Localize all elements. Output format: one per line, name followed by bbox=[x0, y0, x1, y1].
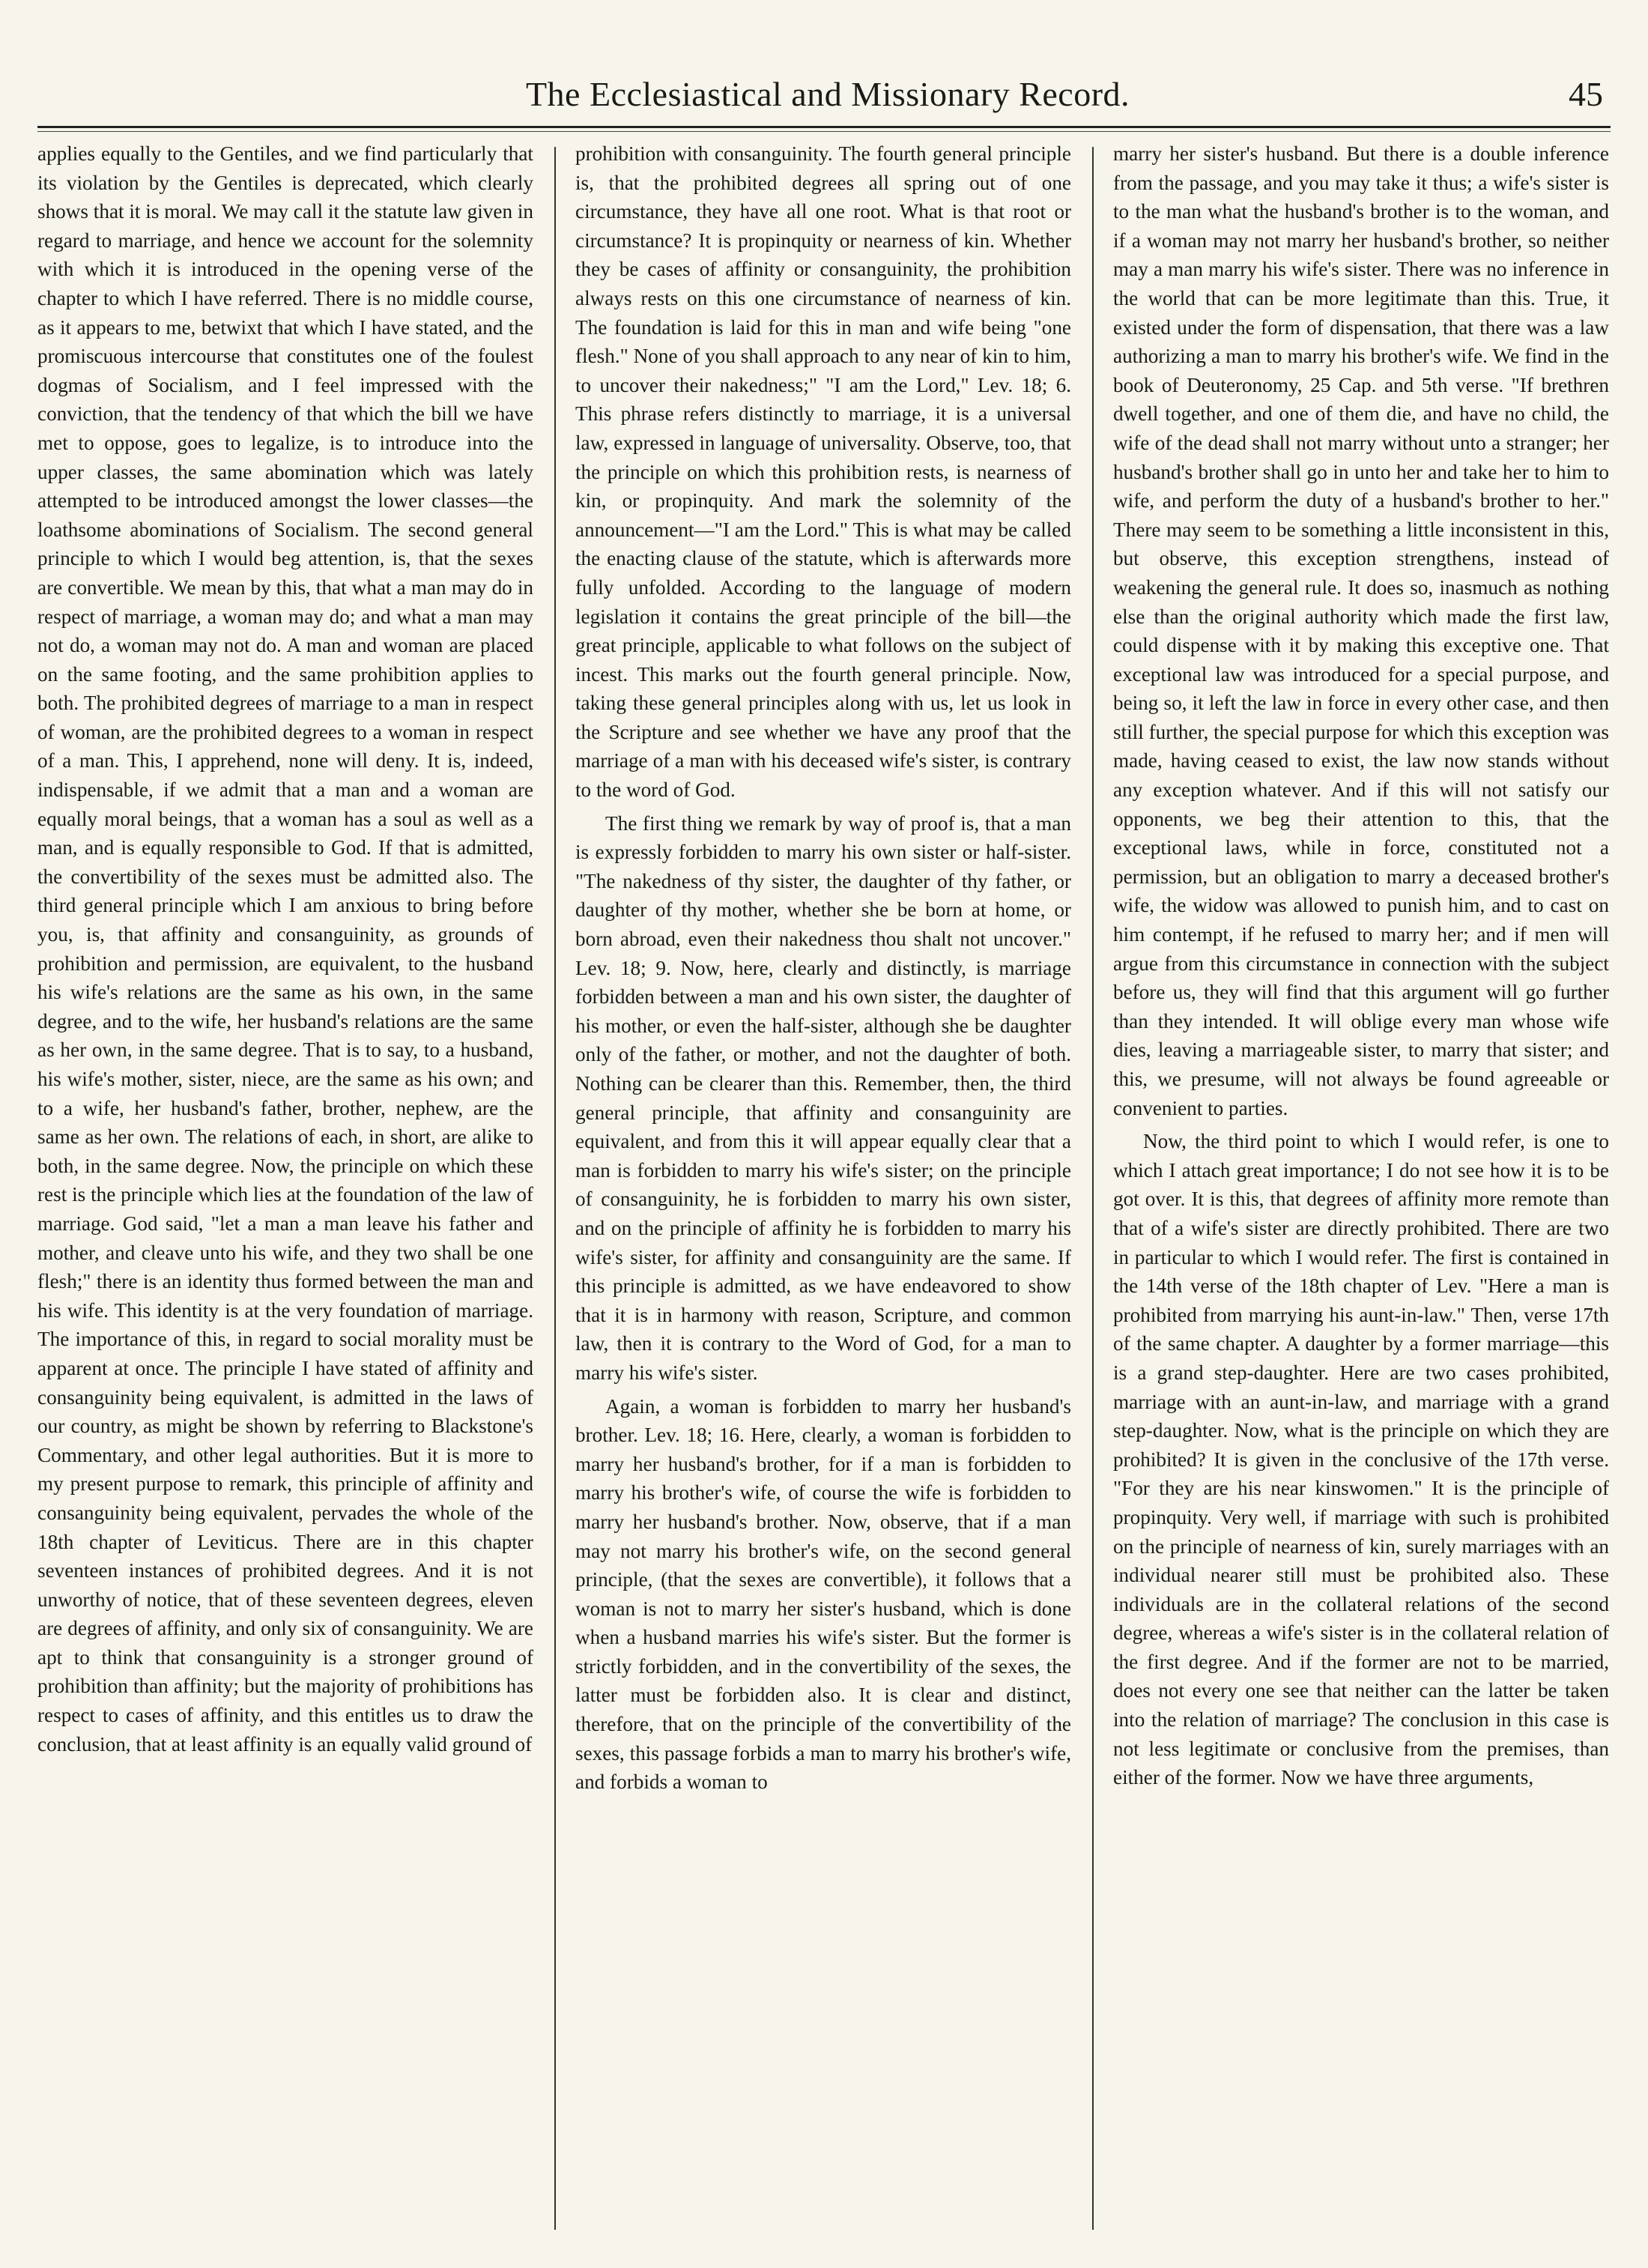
page-header bbox=[45, 72, 1611, 124]
column-1 bbox=[37, 139, 533, 2237]
column-1-paragraph-1: applies equally to the Gentiles, and we find particularly that its violation by the Gentiles is deprecated, which clearly shows that it is moral. We may call it the statute law given in regard to marriage, and hence we account for the solemnity with which it is introduced in the opening verse of the chapter to which I have referred. There is no middle course, as it appears to me, betwixt that which I have stated, and the promiscuous intercourse that constitutes one of the foulest dogmas of Socialism, and I feel impressed with the conviction, that the tendency of that which the bill we have met to oppose, goes to legalize, is to introduce into the upper classes, the same abomination which was lately attempted to be introduced amongst the lower classes—the loathsome abominations of Socialism. The second general principle to which I would beg attention, is, that the sexes are convertible. We mean by this, that what a man may do in respect of marriage, a woman may do; and what a man may not do, a woman may not do. A man and woman are placed on the same footing, and the same prohibition applies to both. The prohibited degrees of marriage to a man in respect of woman, are the prohibited degrees to a woman in respect of a man. This, I apprehend, none will deny. It is, indeed, indispensable, if we admit that a man and a woman are equally moral beings, that a woman has a soul as well as a man, and is equally responsible to God. If that is admitted, the convertibility of the sexes must be admitted also. The third general principle which I am anxious to bring before you, is, that affinity and consanguinity, as grounds of prohibition and permission, are equivalent, to the husband his wife's relations are the same as his own, in the same degree, and to the wife, her husband's relations are the same as her own, in the same degree. That is to say, to a husband, his wife's mother, sister, niece, are the same as his own; and to a wife, her husband's father, brother, nephew, are the same as her own. The relations of each, in short, are alike to both, in the same degree. Now, the principle on which these rest is the principle which lies at the foundation of the law of marriage. God said, "let a man a man leave his father and mother, and cleave unto his wife, and they two shall be one flesh;" there is an identity thus formed between the man and his wife. This identity is at the very foundation of marriage. The importance of this, in regard to social morality must be apparent at once. The principle I have stated of affinity and consanguinity being equivalent, is admitted in the laws of our country, as might be shown by referring to Blackstone's Commentary, and other legal authorities. But it is more to my present purpose to remark, this principle of affinity and consanguinity being equivalent, pervades the whole of the 18th chapter of Leviticus. There are in this chapter seventeen instances of prohibited degrees. And it is not unworthy of notice, that of these seventeen degrees, eleven are degrees of affinity, and only six of consanguinity. We are apt to think that consanguinity is a stronger ground of prohibition than affinity; but the majority of prohibitions has respect to cases of affinity, and this entitles us to draw the conclusion, that at least affinity is an equally valid ground of bbox=[37, 142, 533, 1756]
column-3-paragraph-1: marry her sister's husband. But there is a double inference from the passage, and you may take it thus; a wife's sister is to the man what the husband's brother is to the woman, and if a woman may not marry her husband's brother, so neither may a man marry his wife's sister. There was no inference in the world that can be more legitimate than this. True, it existed under the form of dispensation, that there was a law authorizing a man to marry his brother's wife. We find in the book of Deuteronomy, 25 Cap. and 5th verse. "If brethren dwell together, and one of them die, and have no child, the wife of the dead shall not marry without unto a stranger; her husband's brother shall go in unto her and take her to him to wife, and perform the duty of a husband's brother to her." There may seem to be something a little inconsistent in this, but observe, this exception strengthens, instead of weakening the general rule. It does so, inasmuch as nothing else than the original authority which made the first law, could dispense with it by making this exceptive one. That exceptional law was introduced for a special purpose, and being so, it left the law in force in every other case, and then still further, the special purpose for which this exception was made, having ceased to exist, the law now stands without any exception whatever. And if this will not satisfy our opponents, we beg their attention to this, that the exceptional laws, while in force, constituted not a permission, but an obligation to marry a deceased brother's wife, the widow was allowed to punish him, and to cast on him contempt, if he refused to marry her; and if men will argue from this circumstance in connection with the subject before us, they will find that this argument will go further than they intended. It will oblige every man whose wife dies, leaving a marriageable sister, to marry that sister; and this, we presume, will not always be found agreeable or convenient to parties. bbox=[1113, 142, 1609, 1119]
running-title: The Ecclesiastical and Missionary Record. bbox=[525, 75, 1130, 113]
column-3-paragraph-2: Now, the third point to which I would refer, is one to which I attach great importance; I do not see how it is to be got over. It is this, that degrees of affinity more remote than that of a wife's sister are directly prohibited. There are two in particular to which I would refer. The first is contained in the 14th verse of the 18th chapter of Lev. "Here a man is prohibited from marrying his aunt-in-law." Then, verse 17th of the same chapter. A daughter by a former marriage—this is a grand step-daughter. Here are two cases prohibited, marriage with an aunt-in-law, and marriage with a grand step-daughter. Now, what is the principle on which they are prohibited? It is given in the conclusive of the 17th verse. "For they are his near kinswomen." It is the principle of propinquity. Very well, if marriage with such is prohibited on the principle of nearness of kin, surely marriages with an individual nearer still must be prohibited also. These individuals are in the collateral relations of the second degree, whereas a wife's sister is in the collateral relation of the first degree. And if the former are not to be married, does not every one see that neither can the latter be taken into the relation of marriage? The conclusion in this case is not less legitimate or conclusive from the premises, than either of the former. Now we have three arguments, bbox=[1113, 1130, 1609, 1789]
column-2-paragraph-1: prohibition with consanguinity. The fourth general principle is, that the prohibited degrees all spring out of one circumstance, they have all one root. What is that root or circumstance? It is propinquity or nearness of kin. Whether they be cases of affinity or consanguinity, the prohibition always rests on this one circumstance of nearness of kin. The foundation is laid for this in man and wife being "one flesh." None of you shall approach to any near of kin to him, to uncover their nakedness;" "I am the Lord," Lev. 18; 6. This phrase refers distinctly to marriage, it is a universal law, expressed in language of universality. Observe, too, that the principle on which this prohibition rests, is nearness of kin, or propinquity. And mark the solemnity of the announcement—"I am the Lord." This is what may be called the enacting clause of the statute, which is afterwards more fully unfolded. According to the language of modern legislation it contains the great principle of the bill—the great principle, applicable to what follows on the subject of incest. This marks out the fourth general principle. Now, taking these general principles along with us, let us look in the Scripture and see whether we have any proof that the marriage of a man with his deceased wife's sister, is contrary to the word of God. bbox=[575, 142, 1071, 802]
page-number: 45 bbox=[1569, 75, 1603, 113]
column-3 bbox=[1113, 139, 1609, 2237]
text-columns bbox=[37, 139, 1611, 2237]
column-2-paragraph-3: Again, a woman is forbidden to marry her husband's brother. Lev. 18; 16. Here, clearly, a woman is forbidden to marry her husband's brother, for if a man is forbidden to marry his brother's wife, of course the wife is forbidden to marry her husband's brother. Now, observe, that if a man may not marry his brother's wife, on the second general principle, (that the sexes are convertible), it follows that a woman is not to marry her sister's husband, which is done when a husband marries his wife's sister. But the former is strictly forbidden, and in the convertibility of the sexes, the latter must be forbidden also. It is clear and distinct, therefore, that on the principle of the convertibility of the sexes, this passage forbids a man to marry his brother's wife, and forbids a woman to bbox=[575, 1394, 1071, 1794]
column-2 bbox=[575, 139, 1071, 2237]
header-rule-thin bbox=[37, 131, 1611, 132]
column-divider bbox=[1092, 147, 1094, 2230]
column-2-paragraph-2: The first thing we remark by way of proof is, that a man is expressly forbidden to marry his own sister or half-sister. "The nakedness of thy sister, the daughter of thy father, or daughter of thy mother, whether she be born at home, or born abroad, even their nakedness thou shalt not uncover." Lev. 18; 9. Now, here, clearly and distinctly, is marriage forbidden between a man and his own sister, the daughter of his mother, or even the half-sister, although she be daughter only of the father, or mother, and not the daughter of both. Nothing can be clearer than this. Remember, then, the third general principle, that affinity and consanguinity are equivalent, and from this it will appear equally clear that a man is forbidden to marry his wife's sister; on the principle of consanguinity, he is forbidden to marry his own sister, and on the principle of affinity he is forbidden to marry his wife's sister, for affinity and consanguinity are the same. If this principle is admitted, as we have endeavored to show that it is in harmony with reason, Scripture, and common law, then it is contrary to the Word of God, for a man to marry his wife's sister. bbox=[575, 811, 1071, 1384]
header-rule bbox=[37, 126, 1611, 128]
column-divider bbox=[554, 147, 556, 2230]
